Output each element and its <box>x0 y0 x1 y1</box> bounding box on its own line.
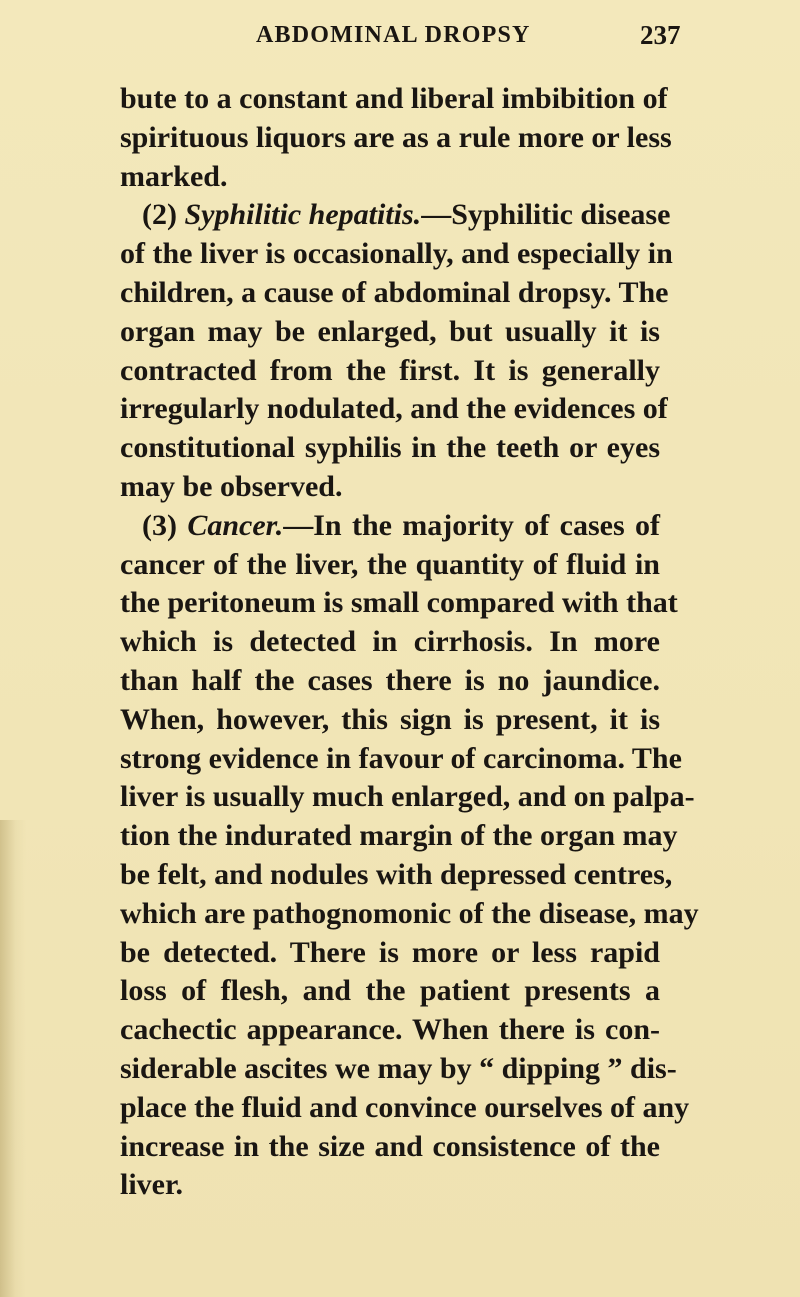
line-text: children, a cause of abdominal dropsy. The <box>120 275 669 309</box>
line-text: than half the cases there is no jaundice. <box>120 663 660 697</box>
text-line <box>120 856 673 895</box>
line-text: bute to a constant and liberal imbibition of <box>120 82 668 115</box>
line-text: of the liver is occasionally, and especially in <box>120 237 673 271</box>
line-text: which are pathognomonic of the disease, may <box>120 896 699 930</box>
body-text <box>120 80 699 1205</box>
text-line <box>120 546 660 585</box>
text-line <box>120 817 678 856</box>
section-heading: Syphilitic hepatitis. <box>184 198 422 232</box>
line-text: contracted from the first. It is generally <box>120 353 660 387</box>
text-line <box>120 313 660 352</box>
section-heading: Cancer. <box>187 508 284 542</box>
text-line <box>120 80 668 119</box>
line-text: When, however, this sign is present, it is <box>120 702 660 736</box>
line-text: which is detected in cirrhosis. In more <box>120 625 660 659</box>
text-line <box>120 235 673 274</box>
text-line <box>120 468 660 507</box>
page-number: 237 <box>640 20 681 50</box>
text-line <box>120 196 671 235</box>
text-line <box>120 390 668 429</box>
section-number: (3) <box>142 508 188 542</box>
line-text: cachectic appearance. When there is con- <box>120 1013 660 1047</box>
line-text: cancer of the liver, the quantity of fluid in <box>120 547 660 581</box>
text-line <box>120 119 672 158</box>
text-line <box>120 584 678 623</box>
line-text: —In the majority of cases of <box>283 508 660 542</box>
line-text: be detected. There is more or less rapid <box>120 935 660 969</box>
line-text: the peritoneum is small compared with that <box>120 586 678 620</box>
line-text: liver is usually much enlarged, and on palpa- <box>120 780 695 814</box>
text-line <box>120 1166 660 1205</box>
line-text: spirituous liquors are as a rule more or less <box>120 120 672 154</box>
text-line <box>120 662 660 701</box>
text-line <box>120 778 695 817</box>
line-text: constitutional syphilis in the teeth or eyes <box>120 431 660 465</box>
line-text: liver. <box>120 1168 184 1202</box>
text-line <box>120 1128 660 1167</box>
text-line <box>120 1089 690 1128</box>
text-line <box>120 701 660 740</box>
line-text: irregularly nodulated, and the evidences of <box>120 392 668 426</box>
running-head <box>0 16 800 56</box>
section-number: (2) <box>142 198 185 232</box>
text-line <box>120 972 660 1011</box>
text-line <box>120 429 660 468</box>
text-line <box>120 274 669 313</box>
text-line <box>120 1011 660 1050</box>
line-text: loss of flesh, and the patient presents a <box>120 974 660 1008</box>
text-line <box>120 934 660 973</box>
line-text: be felt, and nodules with depressed centres, <box>120 857 673 891</box>
line-text: increase in the size and consistence of the <box>120 1129 660 1163</box>
text-line <box>120 352 660 391</box>
page-binding-shadow <box>0 820 26 1297</box>
line-text: place the fluid and convince ourselves of any <box>120 1090 690 1124</box>
line-text: marked. <box>120 159 228 193</box>
line-text: strong evidence in favour of carcinoma. The <box>120 741 682 775</box>
line-text: —Syphilitic disease <box>421 198 671 232</box>
text-line <box>120 507 660 546</box>
running-title: ABDOMINAL DROPSY <box>256 22 531 48</box>
text-line <box>120 740 682 779</box>
text-line <box>120 1050 677 1089</box>
line-text: siderable ascites we may by “ dipping ” dis- <box>120 1051 677 1085</box>
text-line <box>120 895 699 934</box>
line-text: may be observed. <box>120 469 343 503</box>
text-line <box>120 623 660 662</box>
line-text: organ may be enlarged, but usually it is <box>120 314 660 348</box>
text-line <box>120 158 660 197</box>
line-text: tion the indurated margin of the organ may <box>120 819 678 853</box>
